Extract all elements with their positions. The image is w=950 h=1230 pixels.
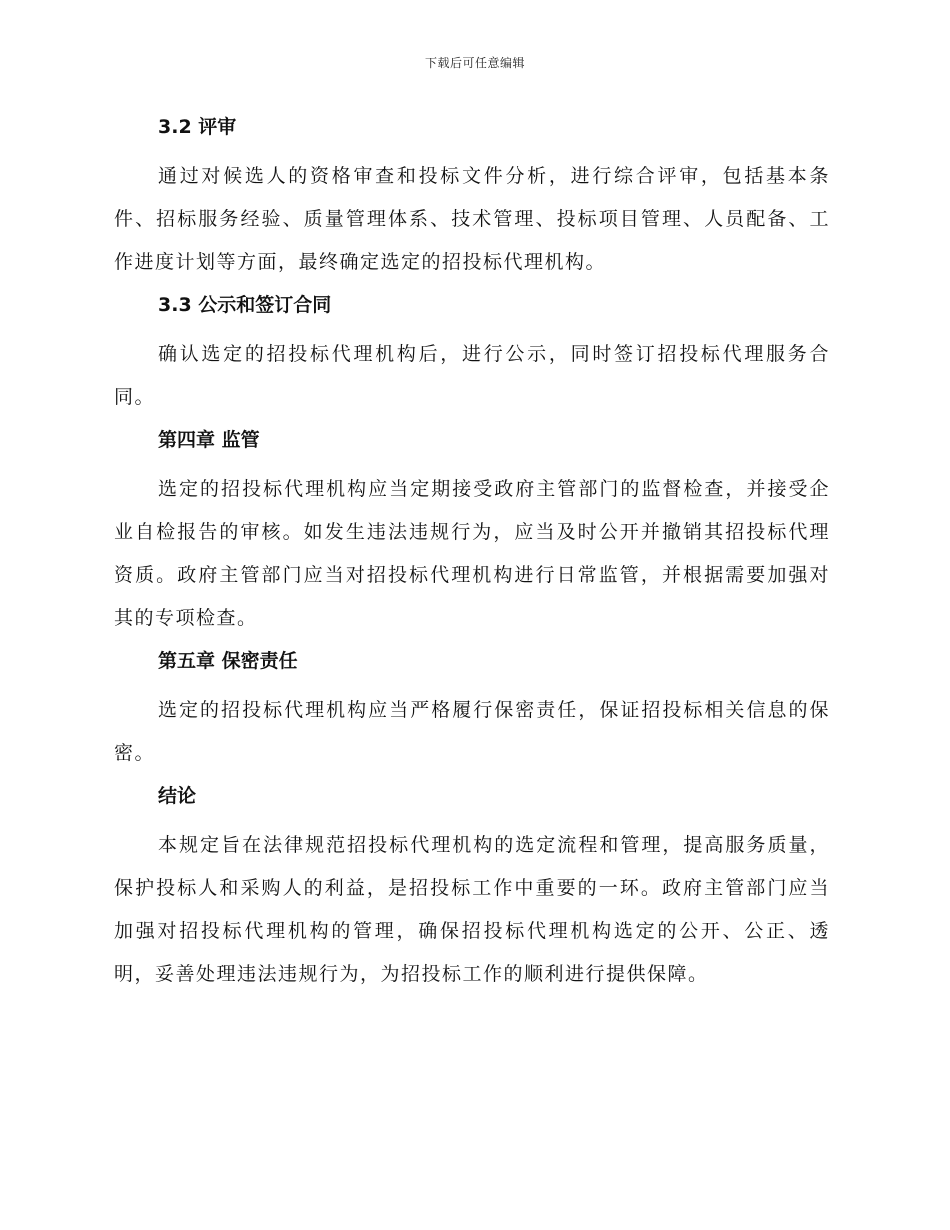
chapter-paragraph-confidentiality: 选定的招投标代理机构应当严格履行保密责任，保证招投标相关信息的保密。 bbox=[114, 699, 830, 764]
conclusion-heading: 结论 bbox=[158, 785, 197, 807]
conclusion-paragraph: 本规定旨在法律规范招投标代理机构的选定流程和管理，提高服务质量，保护投标人和采购人的利益，是招投标工作中重要的一环。政府主管部门应当加强对招投标代理机构的管理，确保招投标代理机构选定的公开、公正、透明，妥善处理违法违规行为，为招投标工作的顺利进行提供保障。 bbox=[114, 834, 830, 985]
chapter-paragraph-supervision: 选定的招投标代理机构应当定期接受政府主管部门的监督检查，并接受企业自检报告的审核。如发生违法违规行为，应当及时公开并撤销其招投标代理资质。政府主管部门应当对招投标代理机构进行日常监管，并根据需要加强对其的专项检查。 bbox=[114, 478, 830, 629]
chapter-heading-confidentiality: 第五章 保密责任 bbox=[158, 650, 298, 672]
chapter-heading-supervision: 第四章 监管 bbox=[158, 429, 260, 451]
page-header: 下载后可任意编辑 bbox=[424, 56, 525, 70]
section-heading-publicity-contract: 3.3 公示和签订合同 bbox=[158, 294, 332, 316]
section-paragraph-publicity-contract: 确认选定的招投标代理机构后，进行公示，同时签订招投标代理服务合同。 bbox=[114, 343, 830, 408]
document-body bbox=[114, 112, 830, 1002]
section-paragraph-review: 通过对候选人的资格审查和投标文件分析，进行综合评审，包括基本条件、招标服务经验、质量管理体系、技术管理、投标项目管理、人员配备、工作进度计划等方面，最终确定选定的招投标代理机构。 bbox=[114, 165, 830, 273]
section-heading-review: 3.2 评审 bbox=[158, 116, 237, 138]
